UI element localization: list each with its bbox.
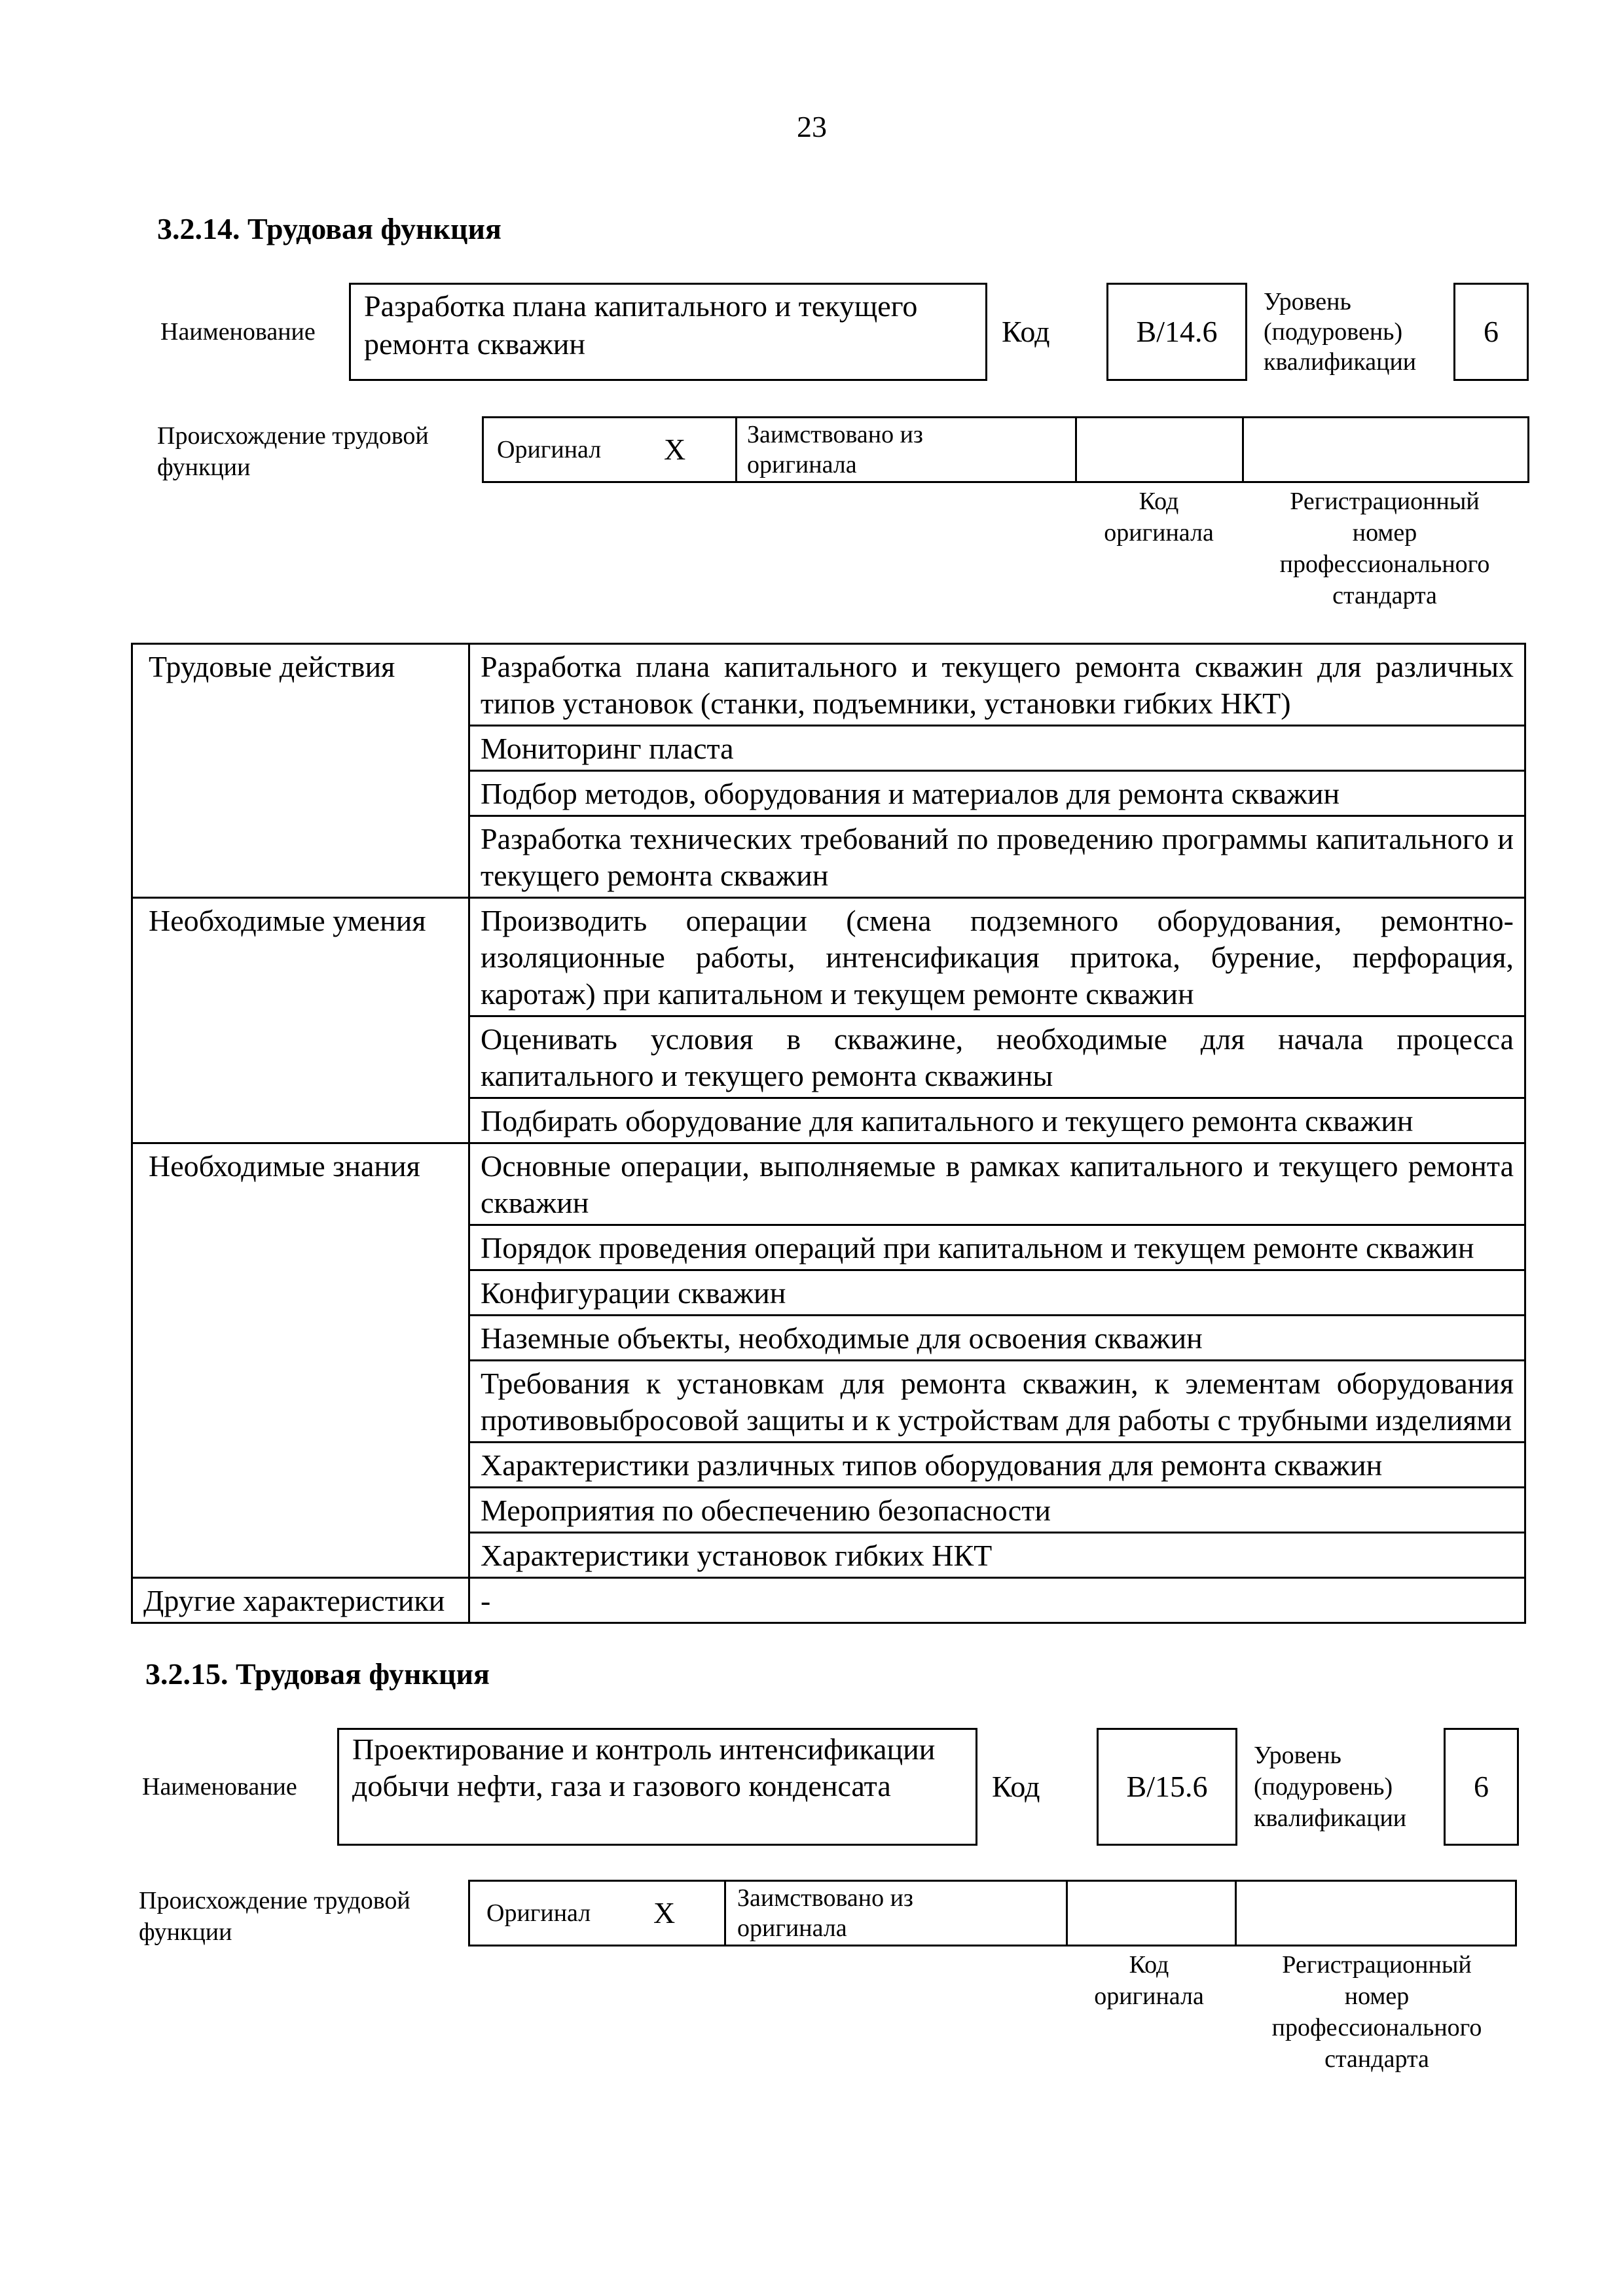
level-value: 6 (1484, 315, 1499, 348)
reg-number-caption: Регистрационный номер профессионального стандарта (1271, 1951, 1482, 2073)
code-value-box (1106, 283, 1247, 381)
table-cell: Мониторинг пласта (469, 726, 1525, 771)
borrowed-label: Заимствовано из оригинала (747, 421, 923, 478)
competency-table (131, 643, 1526, 1624)
original-label: Оригинал (486, 1899, 591, 1927)
name-value: Проектирование и контроль интенсификации добычи нефти, газа и газового конденсата (352, 1732, 936, 1803)
section-heading: 3.2.15. Трудовая функция (145, 1657, 490, 1691)
name-value-box (349, 283, 987, 381)
code-original-caption: Код оригинала (1094, 1951, 1204, 2010)
code-value: B/15.6 (1126, 1770, 1208, 1803)
origin-row (482, 416, 1529, 483)
original-mark: X (664, 433, 686, 466)
table-cell: Порядок проведения операций при капитальном и текущем ремонте скважин (469, 1225, 1525, 1270)
table-cell: - (469, 1578, 1525, 1623)
code-value: B/14.6 (1136, 315, 1218, 348)
level-label: Уровень (подуровень) квалификации (1254, 1742, 1407, 1832)
table-row (132, 1578, 1525, 1623)
code-original-caption: Код оригинала (1104, 488, 1214, 547)
divider (724, 1882, 726, 1945)
divider (1066, 1882, 1068, 1945)
origin-label: Происхождение трудовой функции (157, 422, 429, 481)
table-row (132, 644, 1525, 726)
page-number: 23 (797, 110, 827, 143)
name-label: Наименование (160, 318, 316, 346)
group-label: Другие характеристики (132, 1578, 469, 1623)
section-heading: 3.2.14. Трудовая функция (157, 212, 501, 245)
original-label: Оригинал (497, 436, 602, 463)
table-cell: Производить операции (смена подземного оборудования, ремонтно-изоляционные работы, интенсификация притока, бурение, перфорация, каротаж) при капитальном и текущем ремонте скважин (469, 898, 1525, 1016)
borrowed-label: Заимствовано из оригинала (737, 1884, 913, 1942)
table-cell: Разработка плана капитального и текущего ремонта скважин для различных типов установок (станки, подъемники, установки гибких НКТ) (469, 644, 1525, 726)
level-value-box (1453, 283, 1529, 381)
table-cell: Мероприятия по обеспечению безопасности (469, 1488, 1525, 1533)
divider (1075, 418, 1077, 481)
table-cell: Оценивать условия в скважине, необходимые для начала процесса капитального и текущего ремонта скважины (469, 1016, 1525, 1098)
original-mark: X (653, 1896, 676, 1929)
group-label: Необходимые умения (132, 898, 469, 1143)
origin-row (468, 1880, 1517, 1946)
group-label: Трудовые действия (132, 644, 469, 898)
name-label: Наименование (142, 1773, 297, 1801)
divider (1235, 1882, 1237, 1945)
code-value-box (1097, 1728, 1237, 1846)
table-cell: Наземные объекты, необходимые для освоения скважин (469, 1316, 1525, 1361)
table-cell: Основные операции, выполняемые в рамках капитального и текущего ремонта скважин (469, 1143, 1525, 1225)
reg-number-caption: Регистрационный номер профессионального стандарта (1279, 488, 1490, 609)
code-label: Код (1002, 315, 1050, 348)
table-cell: Разработка технических требований по проведению программы капитального и текущего ремонта скважин (469, 816, 1525, 898)
table-row (132, 898, 1525, 1016)
code-label: Код (992, 1770, 1040, 1803)
level-label: Уровень (подуровень) квалификации (1264, 288, 1417, 376)
table-cell: Характеристики установок гибких НКТ (469, 1533, 1525, 1578)
origin-label: Происхождение трудовой функции (139, 1887, 410, 1946)
level-value: 6 (1474, 1770, 1489, 1803)
table-row (132, 1143, 1525, 1225)
divider (735, 418, 737, 481)
level-value-box (1444, 1728, 1519, 1846)
group-label: Необходимые знания (132, 1143, 469, 1578)
name-value-box (337, 1728, 977, 1846)
table-cell: Конфигурации скважин (469, 1270, 1525, 1316)
table-cell: Подбор методов, оборудования и материалов для ремонта скважин (469, 771, 1525, 816)
divider (1242, 418, 1244, 481)
name-value: Разработка плана капитального и текущего ремонта скважин (364, 289, 918, 361)
table-cell: Характеристики различных типов оборудования для ремонта скважин (469, 1443, 1525, 1488)
table-cell: Требования к установкам для ремонта скважин, к элементам оборудования противовыбросовой защиты и к устройствам для работы с трубными изделиями (469, 1361, 1525, 1443)
table-cell: Подбирать оборудование для капитального и текущего ремонта скважин (469, 1098, 1525, 1143)
